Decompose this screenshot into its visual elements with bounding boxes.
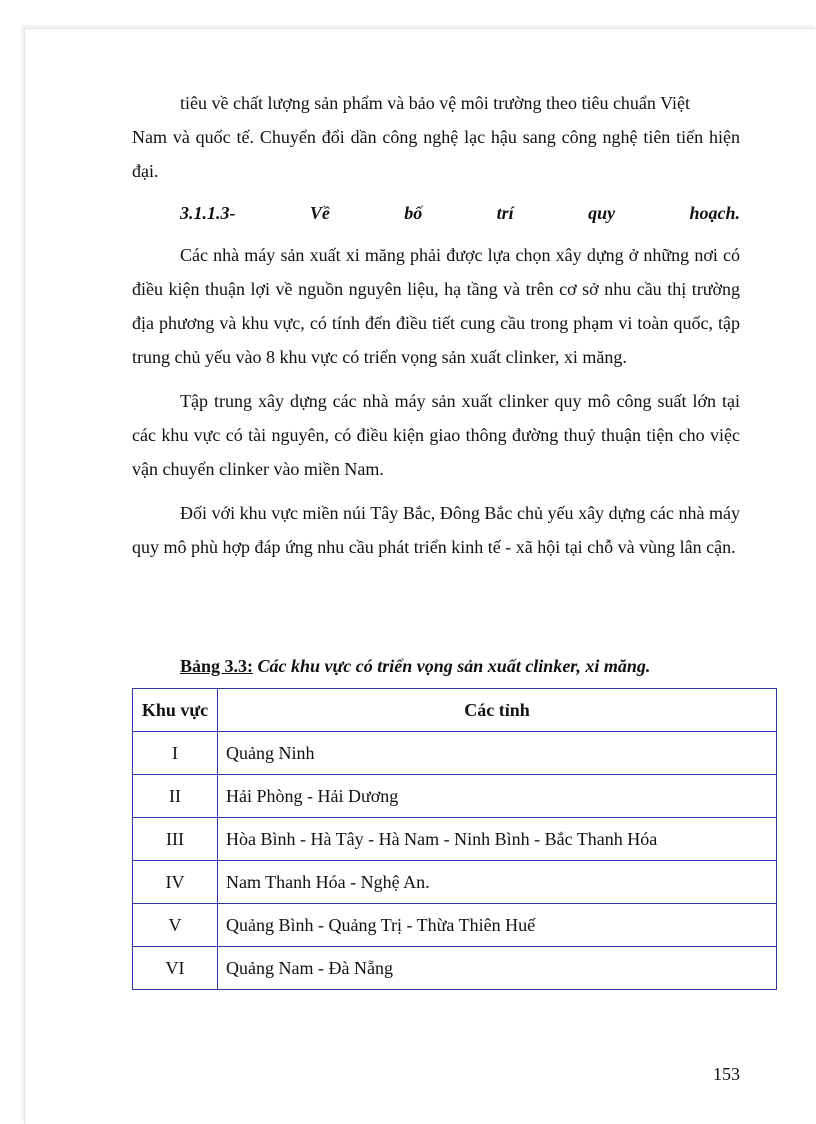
heading-word: quy xyxy=(588,203,616,223)
region-code: I xyxy=(133,732,218,775)
paragraph-clinker-plants: Tập trung xây dựng các nhà máy sản xuất clinker quy mô công suất lớn tại các khu vực có tài nguyên, có điều kiện giao thông đường thuỷ thuận tiện cho việc vận chuyển clinker vào miền Nam. xyxy=(132,391,740,479)
table-row xyxy=(133,775,777,818)
section-heading xyxy=(180,198,740,228)
regions-table xyxy=(132,688,777,990)
heading-word: bố xyxy=(404,203,423,223)
table-header-row xyxy=(133,689,777,732)
table-caption-title: Các khu vực có triển vọng sản xuất clinker, xi măng. xyxy=(257,656,651,676)
column-header-provinces: Các tỉnh xyxy=(218,689,777,732)
table-caption-label: Bảng 3.3: xyxy=(180,656,254,676)
region-provinces: Hòa Bình - Hà Tây - Hà Nam - Ninh Bình - Bắc Thanh Hóa xyxy=(218,818,777,861)
region-code: IV xyxy=(133,861,218,904)
region-code: VI xyxy=(133,947,218,990)
heading-word: hoạch. xyxy=(689,203,740,223)
heading-word: Về xyxy=(309,203,330,223)
heading-word: trí xyxy=(496,203,514,223)
table-caption xyxy=(180,652,740,680)
region-provinces: Quảng Ninh xyxy=(218,732,777,775)
paragraph-continued xyxy=(132,86,740,188)
heading-number: 3.1.1.3- xyxy=(180,203,236,223)
region-code: V xyxy=(133,904,218,947)
region-provinces: Hải Phòng - Hải Dương xyxy=(218,775,777,818)
paragraph-first-line: tiêu về chất lượng sản phẩm và bảo vệ môi trường theo tiêu chuẩn Việt xyxy=(180,93,691,113)
region-provinces: Quảng Bình - Quảng Trị - Thừa Thiên Huế xyxy=(218,904,777,947)
table-row xyxy=(133,732,777,775)
table-row xyxy=(133,861,777,904)
region-code: III xyxy=(133,818,218,861)
table-row xyxy=(133,818,777,861)
region-provinces: Nam Thanh Hóa - Nghệ An. xyxy=(218,861,777,904)
page-number: 153 xyxy=(713,1064,740,1084)
paragraph-mountain-region: Đối với khu vực miền núi Tây Bắc, Đông Bắc chủ yếu xây dựng các nhà máy quy mô phù hợp đáp ứng nhu cầu phát triển kinh tế - xã hội tại chỗ và vùng lân cận. xyxy=(132,503,740,557)
table-row xyxy=(133,904,777,947)
table-row xyxy=(133,947,777,990)
column-header-region: Khu vực xyxy=(133,689,218,732)
paragraph-rest: Nam và quốc tế. Chuyển đổi dần công nghệ lạc hậu sang công nghệ tiên tiến hiện đại. xyxy=(132,127,740,181)
region-provinces: Quảng Nam - Đà Nẵng xyxy=(218,947,777,990)
paragraph-site-selection: Các nhà máy sản xuất xi măng phải được lựa chọn xây dựng ở những nơi có điều kiện thuận lợi về nguồn nguyên liệu, hạ tầng và trên cơ sở nhu cầu thị trường địa phương và khu vực, có tính đến điều tiết cung cầu trong phạm vi toàn quốc, tập trung chủ yếu vào 8 khu vực có triển vọng sản xuất clinker, xi măng. xyxy=(132,245,740,367)
region-code: II xyxy=(133,775,218,818)
